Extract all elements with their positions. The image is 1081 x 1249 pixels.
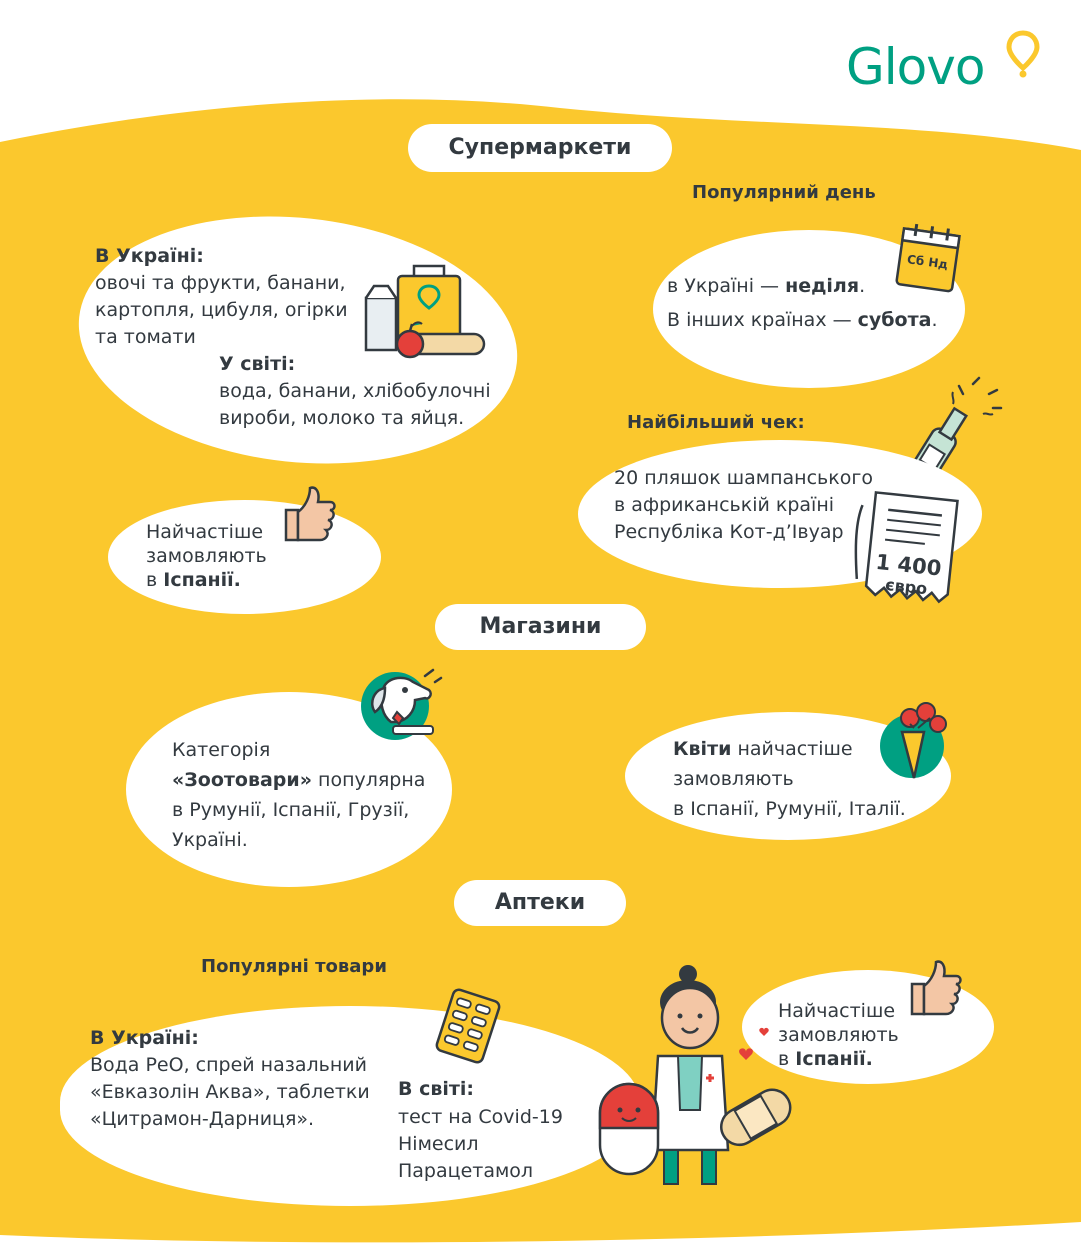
world-label: У світі:: [219, 353, 296, 375]
popular-day-heading: Популярний день: [692, 182, 876, 203]
pharmacy-ukraine-item: «Евказолін Аква», таблетки: [90, 1081, 370, 1103]
section-title-supermarkets: Супермаркети: [408, 124, 672, 172]
pharmacy-ukraine-label: В Україні:: [90, 1027, 199, 1049]
pet-line: Категорія: [172, 739, 271, 761]
thumbs-up-icon: [280, 482, 338, 544]
pet-line: «Зоотовари» популярна: [172, 769, 426, 791]
world-item: вода, банани, хлібобулочні: [219, 380, 491, 402]
ukraine-item: овочі та фрукти, банани,: [95, 272, 346, 294]
biggest-check-line: в африканській країні: [614, 494, 835, 516]
ukraine-label: В Україні:: [95, 245, 204, 267]
ukraine-item: картопля, цибуля, огірки: [95, 299, 348, 321]
biggest-check-line: 20 пляшок шампанського: [614, 467, 873, 489]
pharmacy-ukraine-item: «Цитрамон-Дарниця».: [90, 1108, 315, 1130]
flowers-line: замовляють: [673, 768, 794, 790]
world-item: вироби, молоко та яйця.: [219, 407, 465, 429]
flowers-line: в Іспанії, Румунії, Італії.: [673, 798, 906, 820]
pharmacy-world-item: Німесил: [398, 1133, 479, 1155]
day-other: В інших країнах — субота.: [667, 309, 938, 331]
glovo-logo: [846, 30, 1046, 100]
pharmacy-most-often-line: Найчастіше: [778, 1000, 896, 1022]
biggest-check-heading: Найбільший чек:: [627, 412, 805, 433]
receipt-icon: [848, 490, 966, 612]
pharmacist-illustration: [590, 960, 810, 1200]
calendar-icon: [892, 222, 964, 296]
dog-icon: [355, 660, 443, 746]
location-pin-icon: [1006, 30, 1040, 78]
pharmacy-world-item: Парацетамол: [398, 1160, 534, 1182]
pet-line: в Румунії, Іспанії, Грузії,: [172, 799, 410, 821]
most-often-country: в Іспанії.: [146, 569, 241, 591]
flowers-line: Квіти найчастіше: [673, 738, 853, 760]
thumbs-up-icon: [906, 956, 964, 1018]
popular-goods-heading: Популярні товари: [201, 956, 387, 977]
pet-line: Україні.: [172, 829, 248, 851]
flowers-label: Квіти: [673, 738, 732, 760]
flowers-icon: [874, 698, 958, 782]
receipt-amount-text: 1 400: [874, 549, 943, 581]
most-often-line: замовляють: [146, 545, 267, 567]
day-ukraine: в Україні — неділя.: [667, 275, 866, 297]
grocery-bag-icon: [362, 258, 490, 362]
pharmacy-most-often-line: замовляють: [778, 1024, 899, 1046]
pharmacy-world-label: В світі:: [398, 1078, 475, 1100]
pharmacy-world-item: тест на Covid-19: [398, 1106, 563, 1128]
section-title-pharmacies: Аптеки: [454, 880, 626, 926]
most-often-line: Найчастіше: [146, 521, 264, 543]
pill-blister-icon: [432, 988, 504, 1064]
logo-text: Glovo: [846, 38, 985, 96]
receipt-currency-text: євро: [884, 574, 929, 599]
pet-category: «Зоотовари»: [172, 769, 312, 791]
pharmacy-most-often-country: в Іспанії.: [778, 1048, 873, 1070]
day-other-value: субота: [857, 309, 932, 331]
day-ukraine-value: неділя: [785, 275, 860, 297]
section-title-shops: Магазини: [435, 604, 646, 650]
calendar-days-text: Сб Нд: [906, 252, 949, 272]
ukraine-item: та томати: [95, 326, 196, 348]
biggest-check-line: Республіка Кот-д’Івуар: [614, 521, 844, 543]
pharmacy-ukraine-item: Вода РеО, спрей назальний: [90, 1054, 367, 1076]
